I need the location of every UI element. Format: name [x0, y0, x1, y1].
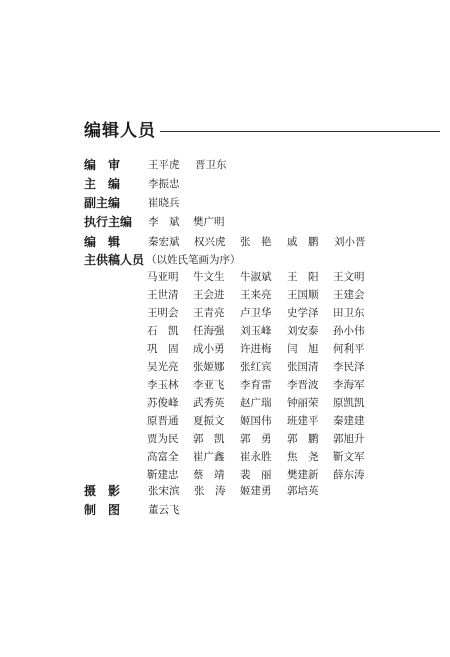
contributor-name: 成小勇	[193, 343, 225, 355]
contributor-name: 闫 旭	[287, 343, 319, 355]
person-name: 李振忠	[148, 178, 180, 190]
contributor-name: 蔡 靖	[193, 469, 225, 481]
contributor-name: 牛文生	[193, 271, 225, 283]
contributor-name: 李亚飞	[193, 379, 225, 391]
person-name: 张 涛	[194, 485, 226, 497]
contributor-name: 裴 丽	[240, 469, 272, 481]
person-name: 张宋滨	[148, 485, 180, 497]
contributor-name: 崔永胜	[240, 451, 272, 463]
contributor-name: 秦建建	[333, 415, 365, 427]
contributor-name: 郭旭升	[333, 433, 365, 445]
contributor-name: 焦 尧	[287, 451, 319, 463]
contributor-name: 刘玉峰	[240, 325, 272, 337]
contributor-name: 巩 固	[147, 343, 179, 355]
person-name: 李 斌	[148, 216, 180, 228]
contributor-name: 刘安泰	[287, 325, 319, 337]
contributor-name: 吴光亮	[147, 361, 179, 373]
contributor-name: 郭 凯	[193, 433, 225, 445]
contributor-name: 何利平	[333, 343, 365, 355]
contributors-label: 主供稿人员	[84, 253, 145, 267]
person-name: 董云飞	[148, 504, 180, 516]
contributor-name: 靳文军	[333, 451, 365, 463]
contributor-name: 王 阳	[287, 271, 319, 283]
contributor-name: 王文明	[333, 271, 365, 283]
contributor-name: 卢卫华	[240, 307, 272, 319]
person-name: 晋卫东	[195, 159, 227, 171]
contributor-name: 高富全	[147, 451, 179, 463]
contributor-name: 李晋波	[287, 379, 319, 391]
contributors-row	[147, 412, 377, 430]
contributors-order-note: （以姓氏笔画为序）	[146, 254, 241, 266]
contributors-name-grid	[147, 268, 377, 484]
contributor-name: 班建平	[287, 415, 319, 427]
contributor-name: 孙小伟	[333, 325, 365, 337]
contributors-row	[147, 304, 377, 322]
contributors-row	[147, 322, 377, 340]
contributor-name: 薛东涛	[333, 469, 365, 481]
contributor-name: 任海强	[193, 325, 225, 337]
contributor-name: 王建会	[333, 289, 365, 301]
page-title: 编辑人员	[84, 121, 156, 141]
contributor-name: 夏振文	[193, 415, 225, 427]
contributor-name: 郭 鹏	[287, 433, 319, 445]
contributor-name: 王世清	[147, 289, 179, 301]
contributor-name: 武秀英	[193, 397, 225, 409]
contributor-name: 郭 勇	[240, 433, 272, 445]
contributor-name: 姬国伟	[240, 415, 272, 427]
contributor-name: 贾为民	[147, 433, 179, 445]
person-name: 张 艳	[240, 236, 272, 248]
contributor-name: 牛淑斌	[240, 271, 272, 283]
contributor-name: 王国顺	[287, 289, 319, 301]
contributor-name: 李海军	[333, 379, 365, 391]
heading-rule	[160, 131, 440, 132]
person-name: 权兴虎	[194, 236, 226, 248]
contributor-name: 石 凯	[147, 325, 179, 337]
person-name: 戚 鹏	[287, 236, 319, 248]
person-name: 樊广明	[193, 216, 225, 228]
contributors-row	[147, 358, 377, 376]
contributor-name: 原晋通	[147, 415, 179, 427]
person-name: 刘小晋	[334, 236, 366, 248]
contributor-name: 苏俊峰	[147, 397, 179, 409]
contributor-name: 赵广瑞	[240, 397, 272, 409]
contributor-name: 史学泽	[287, 307, 319, 319]
role-label: 制 图	[84, 503, 121, 517]
person-name: 秦宏斌	[148, 236, 180, 248]
role-label: 编 审	[84, 158, 121, 172]
role-label: 主 编	[84, 177, 121, 191]
editorial-staff-heading	[84, 120, 440, 144]
contributors-row	[147, 376, 377, 394]
role-label: 摄 影	[84, 484, 121, 498]
contributor-name: 田卫东	[333, 307, 365, 319]
contributor-name: 靳建忠	[147, 469, 179, 481]
contributors-row	[147, 340, 377, 358]
contributor-name: 李育雷	[240, 379, 272, 391]
role-label: 执行主编	[84, 215, 133, 229]
person-name: 姬建勇	[240, 485, 272, 497]
person-name: 郭培英	[287, 485, 319, 497]
role-label: 副主编	[84, 196, 121, 210]
contributors-row	[147, 394, 377, 412]
contributor-name: 樊建新	[287, 469, 319, 481]
contributor-name: 李玉林	[147, 379, 179, 391]
contributor-name: 王青亮	[193, 307, 225, 319]
contributor-name: 李民泽	[333, 361, 365, 373]
contributor-name: 张红宾	[240, 361, 272, 373]
contributor-name: 许进梅	[240, 343, 272, 355]
contributor-name: 马亚明	[147, 271, 179, 283]
contributor-name: 钟丽荣	[287, 397, 319, 409]
contributors-row	[147, 448, 377, 466]
contributors-row	[147, 268, 377, 286]
contributor-name: 王来亮	[240, 289, 272, 301]
contributor-name: 王会进	[193, 289, 225, 301]
contributors-row	[147, 430, 377, 448]
role-label: 编 辑	[84, 235, 121, 249]
contributor-name: 原凯凯	[333, 397, 365, 409]
person-name: 王平虎	[148, 159, 180, 171]
contributor-name: 张姬娜	[193, 361, 225, 373]
contributors-row	[147, 466, 377, 484]
contributor-name: 王明会	[147, 307, 179, 319]
person-name: 崔晓兵	[148, 197, 180, 209]
contributors-row	[147, 286, 377, 304]
contributor-name: 崔广鑫	[193, 451, 225, 463]
contributor-name: 张国清	[287, 361, 319, 373]
